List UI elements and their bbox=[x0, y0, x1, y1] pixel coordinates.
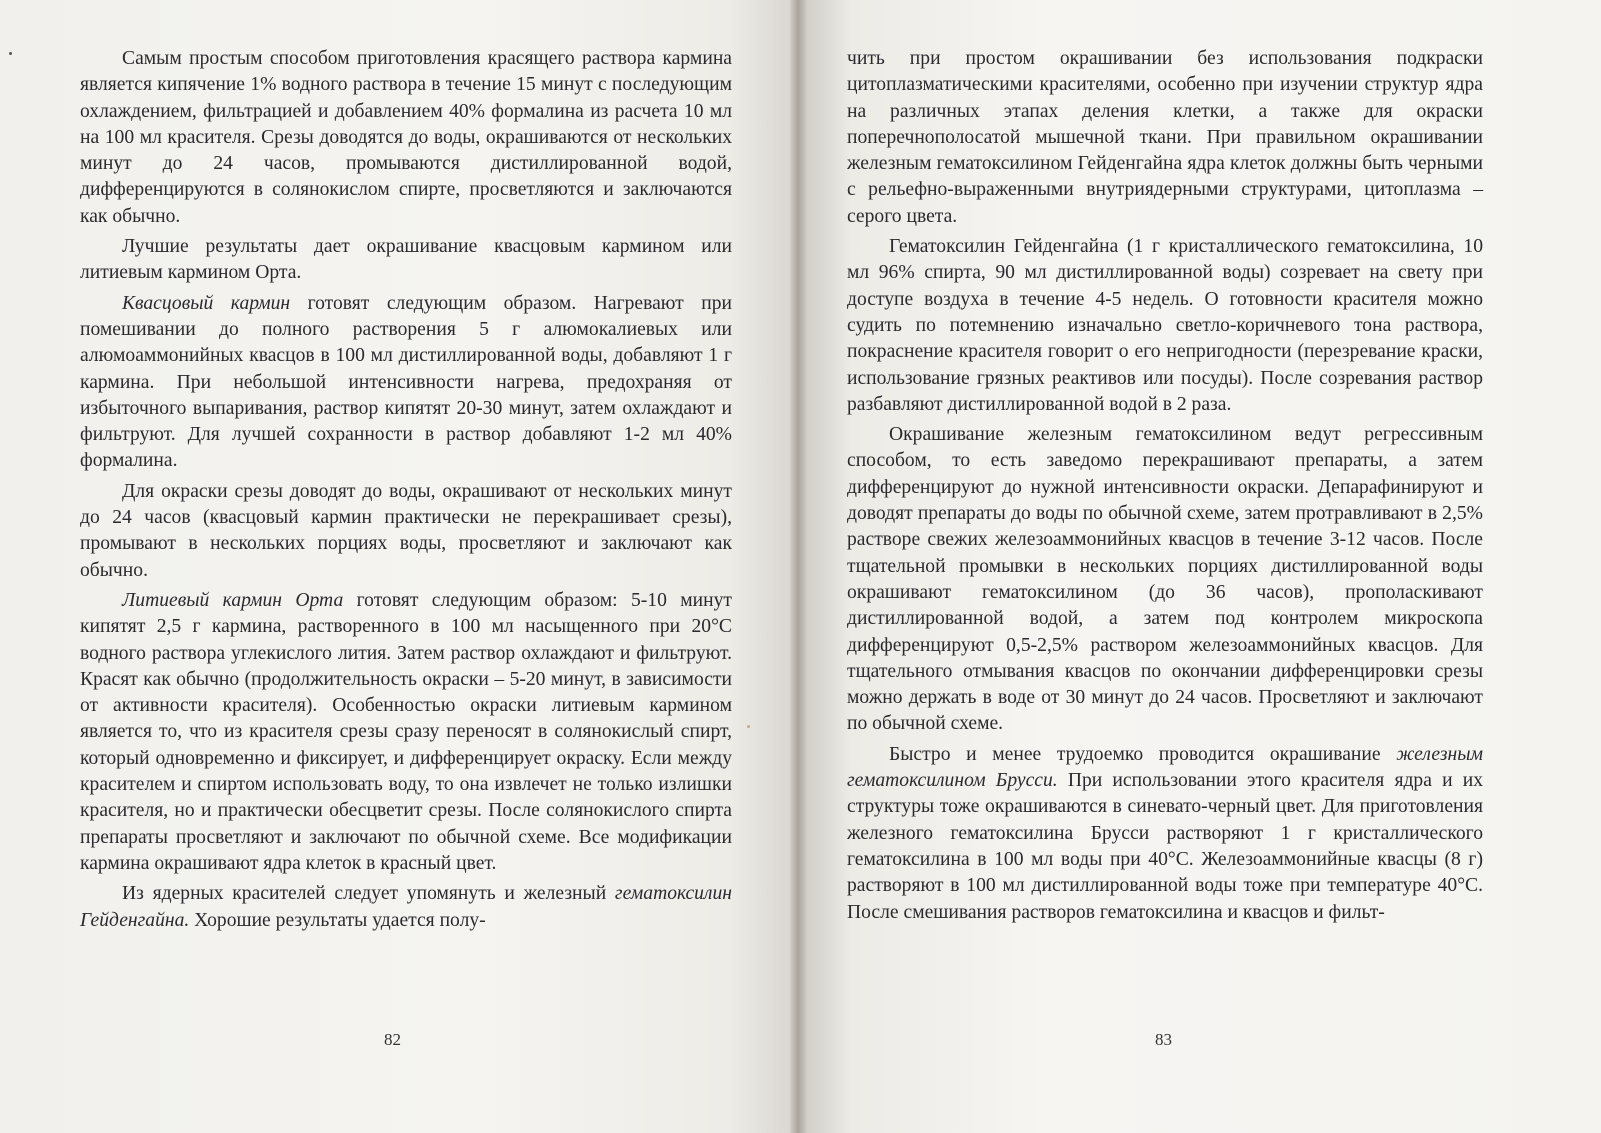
paragraph: чить при простом окрашивании без использования подкраски цитоплазматическими красителями, особенно при изучении структур ядра на различных этапах деления клетки, а также для окраски поперечнополосатой мышечной ткани. При правильном окрашивании железным гематоксилином Гейденгайна ядра клеток должны быть черными с рельефно-выраженными внутриядерными структурами, цитоплазма – серого цвета. bbox=[847, 48, 1483, 227]
paragraph-text: Хорошие результаты удается полу- bbox=[189, 909, 486, 931]
paragraph bbox=[80, 588, 732, 877]
book-gutter bbox=[790, 0, 806, 1133]
paper-speck bbox=[9, 52, 12, 55]
paragraph bbox=[80, 291, 732, 475]
paragraph-text: готовят следующим образом. Нагревают при помешивании до полного растворения 5 г алюмокалиевых или алюмоаммонийных квасцов в 100 мл дистиллированной воды, добавляют 1 г кармина. При небольшой интенсивности нагрева, предохраняя от избыточного выпаривания, раствор кипятят 20-30 минут, затем охлаждают и фильтруют. Для лучшей сохранности в раствор добавляют 1-2 мл 40% формалина. bbox=[80, 292, 732, 472]
right-page-text bbox=[847, 46, 1483, 926]
paragraph: Окрашивание железным гематоксилином ведут регрессивным способом, то есть заведомо перекрашивают препараты, а затем дифференцируют до нужной интенсивности окраски. Депарафинируют и доводят препараты до воды по обычной схеме, затем протравливают в 2,5% растворе свежих железоаммонийных квасцов в течение 3-12 часов. После тщательной промывки в нескольких порциях дистиллированной воды окрашивают гематоксилином (до 36 часов), прополаскивают дистиллированной водой, а затем под контролем микроскопа дифференцируют 0,5-2,5% раствором железоаммонийных квасцов. Для тщательного отмывания квасцов по окончании дифференцировки срезы можно держать в воде от 30 минут до 24 часов. Просветляют и заключают по обычной схеме. bbox=[847, 424, 1483, 735]
italic-term: гематоксилин Гейденгайна. bbox=[80, 883, 732, 931]
paragraph-text: Быстро и менее трудоемко проводится окрашивание bbox=[889, 743, 1397, 765]
paragraph: Для окраски срезы доводят до воды, окрашивают от нескольких минут до 24 часов (квасцовый кармин практически не перекрашивает срезы), промывают в нескольких порциях воды, просветляют и заключают как обычно. bbox=[80, 480, 732, 581]
paragraph-text: Из ядерных красителей следует упомянуть и железный bbox=[122, 883, 615, 905]
paragraph-text: При использовании этого красителя ядра и их структуры тоже окрашиваются в синевато-черный цвет. Для приготовления железного гематоксилина Брусси растворяют 1 г кристаллического гематоксилина в 100 мл воды при 40°С. Железоаммонийные квасцы (8 г) растворяют в 100 мл дистиллированной воды тоже при температуре 40°С. После смешивания растворов гематоксилина и квасцов и фильт- bbox=[847, 770, 1483, 923]
paragraph: Самым простым способом приготовления красящего раствора кармина является кипячение 1% водного раствора в течение 15 минут с последующим охлаждением, фильтрацией и добавлением 40% формалина из расчета 10 мл на 100 мл красителя. Срезы доводятся до воды, окрашиваются от нескольких минут до 24 часов, промываются дистиллированной водой, дифференцируются в солянокислом спирте, просветляются и заключаются как обычно. bbox=[80, 48, 732, 227]
italic-term: Квасцовый кармин bbox=[122, 292, 291, 314]
paragraph: Гематоксилин Гейденгайна (1 г кристаллического гематоксилина, 10 мл 96% спирта, 90 мл дистиллированной воды) созревает на свету при доступе воздуха в течение 4-5 недель. О готовности красителя можно судить по потемнению изначально светло-коричневого тона раствора, покраснение красителя говорит о его непригодности (перезревание краски, использование грязных реактивов или посуды). После созревания раствор разбавляют дистиллированной водой в 2 раза. bbox=[847, 236, 1483, 415]
page-number: 82 bbox=[384, 1030, 401, 1049]
paragraph bbox=[847, 742, 1483, 926]
paper-speck bbox=[747, 725, 750, 728]
left-page-text bbox=[80, 46, 732, 934]
italic-term: железным гематоксилином Брусси. bbox=[847, 743, 1483, 792]
paragraph bbox=[80, 881, 732, 934]
paragraph: Лучшие результаты дает окрашивание квасцовым кармином или литиевым кармином Орта. bbox=[80, 236, 732, 284]
page-number: 83 bbox=[1155, 1030, 1172, 1049]
italic-term: Литиевый кармин Орта bbox=[122, 589, 344, 611]
paragraph-text: готовят следующим образом: 5-10 минут кипятят 2,5 г кармина, растворенного в 100 мл насыщенного при 20°С водного раствора углекислого лития. Затем раствор охлаждают и фильтруют. Красят как обычно (продолжительность окраски – 5-20 минут, в зависимости от активности красителя). Особенностью окраски литиевым кармином является то, что из красителя срезы сразу переносят в солянокислый спирт, который одновременно и фиксирует, и дифференцирует окраску. Если между красителем и спиртом использовать воду, то она извлечет не только излишки красителя, но и практически обесцветит срезы. После солянокислого спирта препараты просветляют и заключают по обычной схеме. Все модификации кармина окрашивают ядра клеток в красный цвет. bbox=[80, 589, 732, 874]
